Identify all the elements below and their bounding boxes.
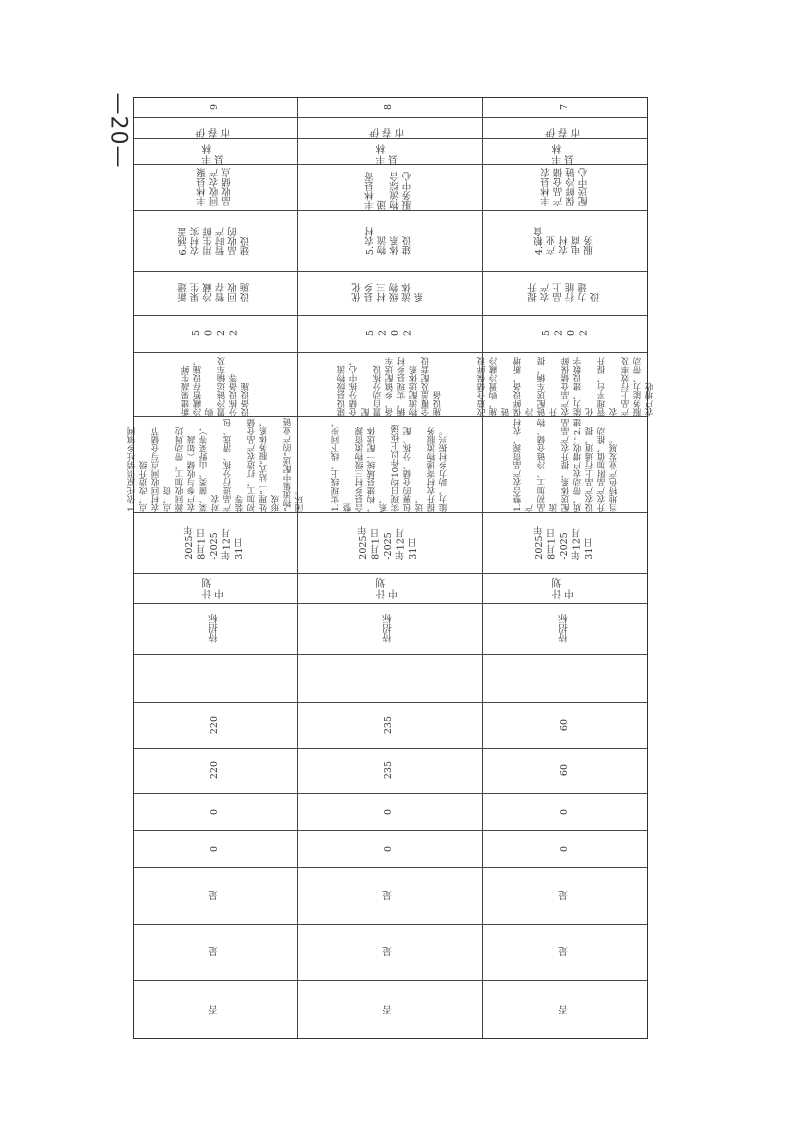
cell-text: 235 [383,761,395,780]
cell-text: 否 [383,1005,395,1015]
table-cell [134,210,297,271]
table-cell [297,138,482,165]
cell-text: 2025年 8月1日 -2025 年12月 31日 [184,525,246,560]
cell-text: 1.实现线上、线下同步，整 合县乡村三级物流资源 ，构建县域统一配送体系， 实现日均10件以上快递 包裹的仓储、分拣、配送， 提升农村寄递物流服务 能力，助力乡村振兴。 [330,418,449,513]
table-cell [134,654,297,701]
cell-text: 220 [209,715,221,734]
table-cell [297,830,482,867]
cell-text: 0 [209,808,221,815]
table-cell [482,512,649,573]
table-cell [134,867,297,923]
table-cell [297,117,482,138]
table-cell [482,654,649,701]
table-cell [482,793,649,830]
table-cell [297,603,482,655]
cell-text: 5 2 0 2 [364,330,413,337]
table-cell [476,352,655,417]
cell-text: 待招标 [383,614,395,643]
cell-text: 是 [209,890,221,901]
table-cell [297,867,482,923]
table-cell [482,867,649,923]
table-cell [482,748,649,794]
table-cell [134,138,297,165]
table-cell [297,654,482,701]
table-cell [134,117,297,138]
table-cell [482,603,649,655]
table-cell [134,924,297,980]
cell-text: 0 [383,808,395,815]
table-cell [297,210,482,271]
cell-text: 5 0 2 2 [190,330,239,337]
cell-text: 9 [209,104,221,111]
table-cell [297,416,482,512]
cell-text: 0 [209,845,221,852]
table-cell [482,702,649,748]
cell-text: 否 [559,1005,571,1015]
cell-text: 5.农村 物流 体系 建设 [364,226,413,255]
cell-text: 待招标 [559,614,571,643]
table-cell [297,271,482,314]
cell-text: 0 [559,808,571,815]
cell-text: 235 [383,715,395,734]
table-cell [134,603,297,655]
cell-text: 60 [559,718,571,731]
cell-text: 6.涵盖 农村实 用生鲜 暂时产 品收的 建设 [178,226,252,255]
cell-text: 否 [209,1005,221,1015]
table-cell [134,98,297,117]
table-cell [297,315,482,352]
table-cell [134,793,297,830]
cell-text: 5 2 0 2 [540,330,589,337]
cell-text: 丰林县 [553,142,577,165]
cell-text: 0 [383,845,395,852]
cell-text: 建设县级物流 仓储分拣中心，配 置自动分拣设 备，乡镇配送车 辆，实现县乡村 物流配送体系 全覆盖及配套设 施设备 [336,356,443,417]
cell-text: 0 [559,845,571,852]
cell-text: 待招标 [209,614,221,643]
table-cell [134,352,297,417]
cell-text: 新建果蔬生鲜 冷藏暂存设施，购 置冷链运输车及 分拣设备等 设备设施 [180,356,251,417]
table-cell [482,416,649,512]
cell-text: 1.依托原供销社乡镇网点，改造升级 农村回收网点与仓储节点，资 源回收加工，带动周边 农户参与收储（如蔬 菜、菌类、山野菜等），对农 产品进行分拣、清选、包装等 初加工，打造农产品仓储 处理“一站式”服务体系，形成 “物流集中配送”的产业链闭环。 [126,418,305,513]
cell-text: 是 [209,946,221,957]
cell-text: 是 [559,946,571,957]
table-cell [297,980,482,1040]
cell-text: 提升 农产 品上 行能 力建 设 [528,283,602,303]
cell-text: 丰林县聚 回收农产 品收储点 [196,168,233,207]
table-cell [482,117,649,138]
table-cell [482,573,649,602]
cell-text: 8 [383,104,395,111]
cell-text: 是 [383,890,395,901]
page-number: —20— [105,92,131,168]
cell-text: 1.整合农产品资源，农村产 品初加工、冷链仓储、物流 配送体系，提升农产品品 质，带动农户增收；2.建 设农产品上行通道，提 升农产品附加值，推动 当地特色产业发展。 [512,418,619,513]
table-cell [482,271,649,314]
cell-text: 220 [209,761,221,780]
table-cell [482,315,649,352]
table-cell [482,98,649,117]
table-cell [297,352,482,417]
cell-text: 丰林县农 产品仓储 保鲜冷链 配送中心 [540,168,589,207]
table-cell [134,702,297,748]
cell-text: 伊春市 [546,126,583,138]
table-cell [482,164,649,210]
table-cell [482,210,649,271]
table-cell [134,164,297,210]
cell-text: 计划 中 [377,576,401,599]
table-cell [297,793,482,830]
table-cell [482,980,649,1040]
cell-text: 丰林县 [377,142,401,165]
table-cell [297,748,482,794]
table-cell [134,271,297,314]
table-cell [482,830,649,867]
cell-text: 2025年 8月1日 -2025 年12月 31日 [534,525,596,560]
table-cell [297,164,482,210]
cell-text: 计划 中 [203,576,227,599]
cell-text: 改造仓储保鲜设 施，购置冷藏冷链 保鲜设备，新增冷 链配送车辆，提升 农产品仓储保鲜 能力，建设数字化 管理平台，提升农 产品上行效率及 服务能力，带动 农户增收 [476,356,655,417]
table-cell [134,748,297,794]
table-cell [297,924,482,980]
cell-text: 是 [559,890,571,901]
cell-text: 新建 果生 冷藏 暂存 回收 设施 [178,283,252,303]
cell-text: 丰林县寄递 物流综合 服务中心 [364,172,413,211]
table-cell [134,830,297,867]
table-cell [297,702,482,748]
table-cell [482,138,649,165]
cell-text: 7 [559,104,571,111]
cell-text: 丰林县 [203,142,227,165]
table-cell [134,512,297,573]
cell-text: 计划 中 [553,576,577,599]
table-cell [134,980,297,1040]
table-cell [482,924,649,980]
table-cell [126,416,305,513]
cell-text: 2025年 8月1日 -2025 年12月 31日 [358,525,420,560]
cell-text: 伊春市 [196,126,233,138]
cell-text: 60 [559,764,571,777]
cell-text: 是 [383,946,395,957]
table-cell [297,98,482,117]
cell-text: 4.粮食 产业 农村 电商 服务 [534,226,596,255]
cell-text: 优化 县乡 村三 级物 流体 系 [352,283,426,303]
table-cell [134,573,297,602]
table-cell [297,512,482,573]
project-table [126,97,655,1039]
table-cell [297,573,482,602]
table-cell [134,315,297,352]
cell-text: 伊春市 [370,126,407,138]
